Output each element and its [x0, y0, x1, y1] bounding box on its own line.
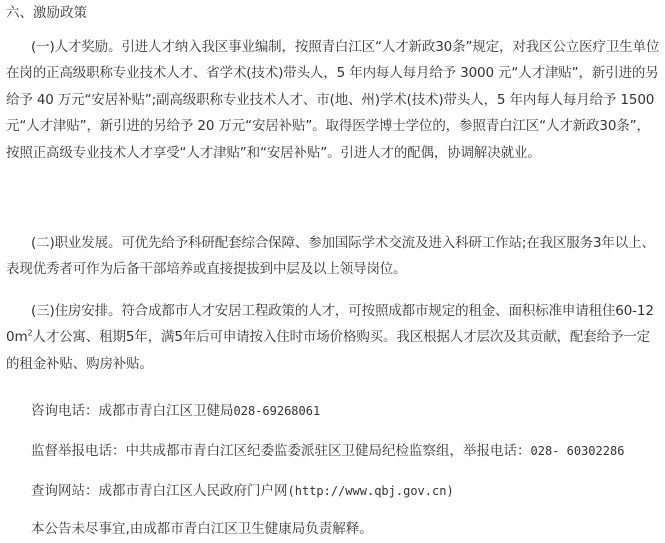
website-label: 查询网站：	[31, 483, 99, 499]
report-phone-line	[31, 440, 624, 462]
final-note: 本公告未尽事宜,由成都市青白江区卫生健康局负责解释。	[31, 521, 373, 537]
consult-label: 咨询电话：	[31, 403, 99, 419]
housing-text-before: (三)住房安排。符合成都市人才安居工程政策的人才，可按照成都市规定的租金、面积标准申请租住60-120m	[6, 303, 654, 346]
career-development-paragraph: (二)职业发展。可优先给予科研配套综合保障、参加国际学术交流及进入科研工作站;在我区服务3年以上、表现优秀者可作为后备干部培养或直接提拔到中层及以上领导岗位。	[6, 235, 655, 278]
report-label: 监督举报电话：	[31, 443, 126, 459]
report-phone-number: 028- 60302286	[530, 444, 625, 458]
report-org: 中共成都市青白江区纪委监委派驻区卫健局纪检监察组，举报电话：	[125, 443, 531, 459]
section-heading: 六、激励政策	[6, 5, 87, 21]
consult-phone-number: 028-69268061	[233, 404, 321, 418]
website-url: (http://www.qbj.gov.cn)	[287, 484, 454, 498]
consult-phone-line	[31, 400, 320, 422]
housing-paragraph	[6, 298, 661, 377]
website-line	[31, 480, 454, 502]
area-unit-superscript: 2	[27, 328, 33, 338]
website-org: 成都市青白江区人民政府门户网	[98, 483, 288, 499]
consult-org: 成都市青白江区卫健局	[98, 403, 234, 419]
housing-text-after: 人才公寓、租期5年，满5年后可申请按入住时市场价格购买。我区根据人才层次及其贡献，配套给予一定的租金补贴、购房补贴。	[6, 329, 651, 372]
talent-reward-paragraph: (一)人才奖励。引进人才纳入我区事业编制，按照青白江区“人才新政30条”规定，对我区公立医疗卫生单位在岗的正高级职称专业技术人才、省学术(技术)带头人，5 年内每人每月给予 3000 元“人才津贴”，新引进的另给予 40 万元“安居补贴”;副高级职称专业技术人才、市(地、州)学术(技术)带头人，5 年内每人每月给予 1500 元“人才津贴”，新引进的另给予 20 万元“安居补贴”。取得医学博士学位的，参照青白江区“人才新政30条”，按照正高级专业技术人才享受“人才津贴”和“安居补贴”。引进人才的配偶，协调解决就业。	[6, 39, 660, 161]
